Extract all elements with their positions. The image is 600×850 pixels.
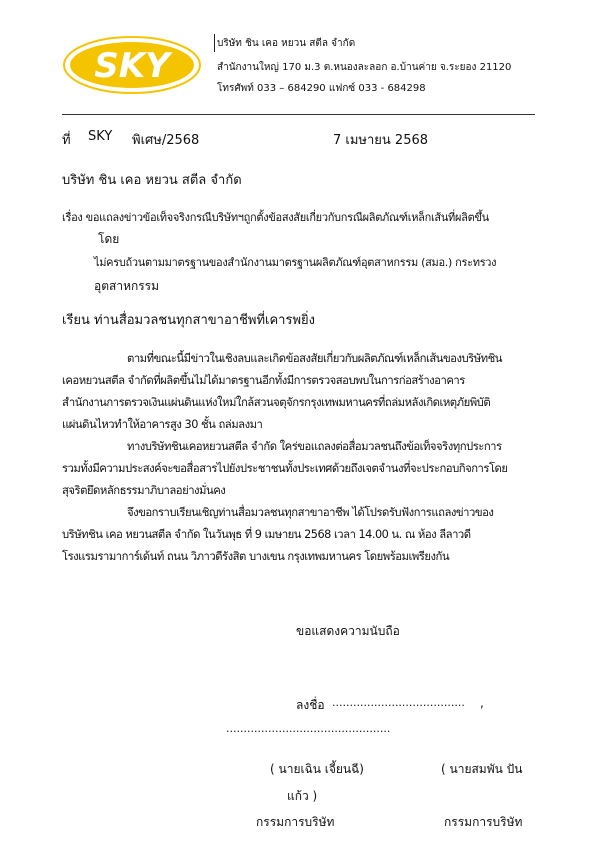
signer-1-name: ( นายเฉิน เจี้ยนฉี)	[270, 762, 364, 776]
header-divider	[62, 114, 535, 115]
paragraph-1-line-4: แผ่นดินไหวทำให้อาคารสูง 30 ชั้น ถล่มลงมา	[62, 418, 263, 431]
letter-date: 7 เมษายน 2568	[333, 133, 429, 148]
sign-dots-line: ...............................................	[226, 722, 391, 735]
paragraph-3-line-2: บริษัทชิน เคอ หยวนสตีล จำกัด ในวันพุธ ที่ 9 เมษายน 2568 เวลา 14.00 น. ณ ห้อง ลีลาวดี	[62, 528, 471, 541]
salutation: เรียน ท่านสื่อมวลชนทุกสาขาอาชีพที่เคารพยิ่ง	[62, 313, 315, 328]
sign-label: ลงชื่อ	[296, 698, 325, 712]
ref-label: ที่	[62, 133, 71, 148]
letterhead-address: สำนักงานใหญ่ 170 ม.3 ต.หนองละลอก อ.บ้านค่าย จ.ระยอง 21120	[217, 62, 512, 73]
signer-2-title: กรรมการบริษัท	[444, 815, 523, 829]
logo-text: SKY	[94, 46, 170, 86]
ref-number: พิเศษ/2568	[132, 133, 200, 148]
paragraph-2-line-2: รวมทั้งมีความประสงค์จะขอสื่อสารไปยังประชาชนทั้งประเทศด้วยถึงเจตจำนงที่จะประกอบกิจการโดย	[62, 462, 508, 475]
subject-line-3: ไม่ครบถ้วนตามมาตรฐานของสำนักงานมาตรฐานผลิตภัณฑ์อุตสาหกรรม (สมอ.) กระทรวง	[94, 256, 497, 269]
subject-line-2: โดย	[98, 232, 120, 246]
sky-logo-graphic	[62, 35, 202, 95]
letterhead-company-name: บริษัท ชิน เคอ หยวน สตีล จำกัด	[217, 38, 356, 49]
closing-text: ขอแสดงความนับถือ	[296, 624, 400, 638]
paragraph-2-line-1: ทางบริษัทชินเคอหยวนสตีล จำกัด ใคร่ขอแถลงต่อสื่อมวลชนถึงข้อเท็จจริงทุกประการ	[127, 440, 502, 453]
signer-1-title: กรรมการบริษัท	[256, 815, 335, 829]
paragraph-1-line-1: ตามที่ขณะนี้มีข่าวในเชิงลบและเกิดข้อสงสัยเกี่ยวกับผลิตภัณฑ์เหล็กเส้นของบริษัทชิน	[127, 352, 502, 365]
company-logo	[62, 35, 202, 95]
letterhead-phone: โทรศัพท์ 033 – 684290 แฟกซ์ 033 - 684298	[217, 83, 426, 94]
paragraph-1-line-2: เคอหยวนสตีล จำกัดที่ผลิตขึ้นไม่ได้มาตรฐานอีกทั้งมีการตรวจสอบพบในการก่อสร้างอาคาร	[62, 374, 465, 387]
paragraph-3-line-3: โรงแรมรามาการ์เด้นท์ ถนน วิภาวดีรังสิต บางเขน กรุงเทพมหานคร โดยพร้อมเพรียงกัน	[62, 550, 450, 563]
letterhead-marker	[214, 34, 215, 52]
paragraph-1-line-3: สำนักงานการตรวจเงินแผ่นดินแห่งใหม่ใกล้สวนจตุจักรกรุงเทพมหานครที่ถล่มหลังเกิดเหตุภัยพิบัติ	[62, 396, 491, 409]
ref-code: SKY	[88, 129, 113, 144]
subject-line-4: อุตสาหกรรม	[94, 279, 160, 293]
signer-2-name: ( นายสมพัน ปัน	[441, 762, 523, 776]
paragraph-3-line-1: จึงขอกราบเรียนเชิญท่านสื่อมวลชนทุกสาขาอาชีพ ได้โปรดรับฟังการแถลงข่าวของ	[127, 506, 494, 519]
paragraph-2-line-3: สุจริตยึดหลักธรรมาภิบาลอย่างมั่นคง	[62, 484, 226, 497]
sender-name: บริษัท ชิน เคอ หยวน สตีล จำกัด	[62, 173, 242, 188]
sign-dots: ......................................	[332, 696, 465, 709]
subject-line-1: เรื่อง ขอแถลงข่าวข้อเท็จจริงกรณีบริษัทฯถูกตั้งข้อสงสัยเกี่ยวกับกรณีผลิตภัณฑ์เหล็กเส้นที่ผลิตขึ้น	[62, 211, 489, 224]
signer-name-continuation: แก้ว )	[287, 789, 318, 803]
sign-comma: ,	[480, 696, 484, 710]
